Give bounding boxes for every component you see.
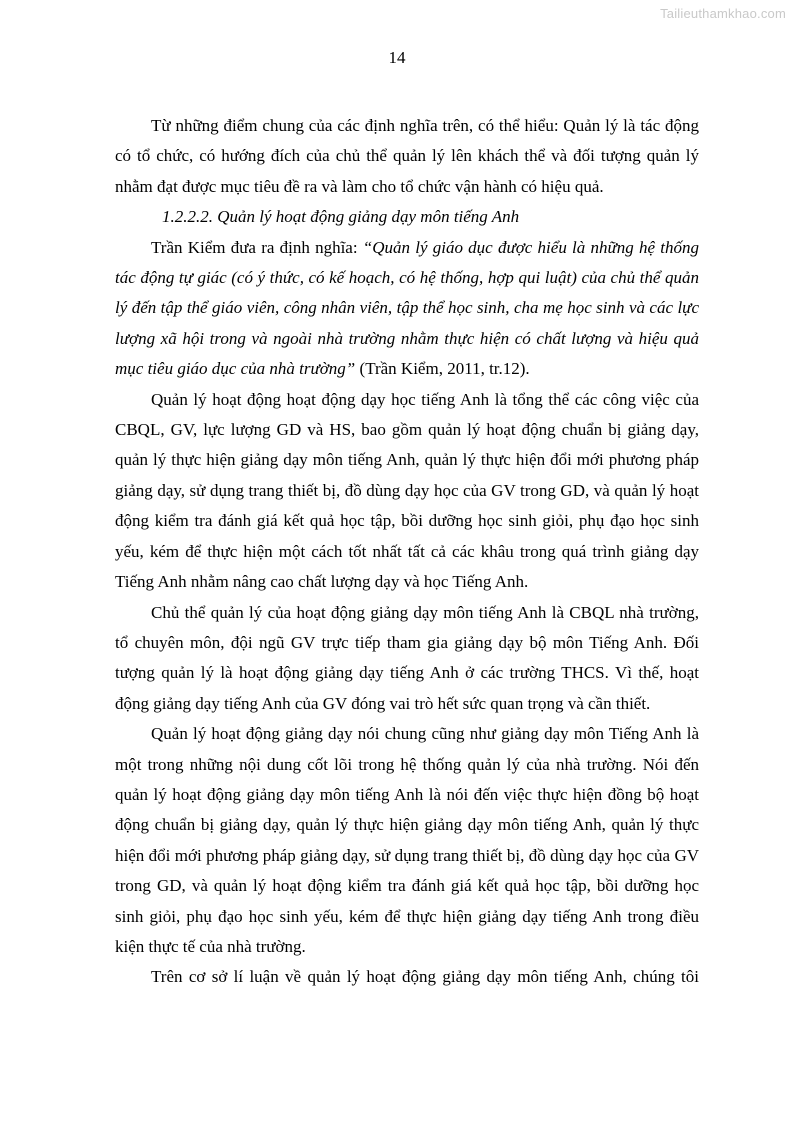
paragraph-management-subject: Chủ thể quản lý của hoạt động giảng dạy môn tiếng Anh là CBQL nhà trường, tổ chuyên môn, đội ngũ GV trực tiếp tham gia giảng dạy bộ môn Tiếng Anh. Đối tượng quản lý là hoạt động giảng dạy tiếng Anh ở các trường THCS. Vì thế, hoạt động giảng dạy tiếng Anh của GV đóng vai trò hết sức quan trọng và cần thiết. xyxy=(115,602,699,713)
paragraph-management-definition: Từ những điểm chung của các định nghĩa trên, có thể hiểu: Quản lý là tác động có tổ chức, có hướng đích của chủ thể quản lý lên khách thể và đối tượng quản lý nhằm đạt được mục tiêu đề ra và làm cho tổ chức vận hành có hiệu quả. xyxy=(115,116,699,196)
paragraph-core-content: Quản lý hoạt động giảng dạy nói chung cũng như giảng dạy môn Tiếng Anh là một trong những nội dung cốt lõi trong hệ thống quản lý của nhà trường. Nói đến quản lý hoạt động giảng dạy môn tiếng Anh là nói đến việc thực hiện đồng bộ hoạt động chuẩn bị giảng dạy, quản lý thực hiện giảng dạy môn tiếng Anh, quản lý thực hiện đổi mới phương pháp giảng dạy, sử dụng trang thiết bị, đồ dùng dạy học của GV trong GD, và quản lý hoạt động kiểm tra đánh giá kết quả học tập, bồi dưỡng học sinh giỏi, phụ đạo học sinh yếu, kém để thực hiện giảng dạy tiếng Anh trong điều kiện thực tế của nhà trường. xyxy=(115,724,699,956)
citation: (Trần Kiểm, 2011, tr.12). xyxy=(355,359,530,379)
paragraph-teaching-management: Quản lý hoạt động hoạt động dạy học tiếng Anh là tổng thể các công việc của CBQL, GV, lực lượng GD và HS, bao gồm quản lý hoạt động chuẩn bị giảng dạy, quản lý thực hiện giảng dạy môn tiếng Anh, quản lý thực hiện đổi mới phương pháp giảng dạy, sử dụng trang thiết bị, đồ dùng dạy học của GV trong GD, và quản lý hoạt động kiểm tra đánh giá kết quả học tập, bồi dưỡng học sinh giỏi, phụ đạo học sinh yếu, kém để thực hiện một cách tốt nhất tất cả các khâu trong quá trình giảng dạy Tiếng Anh nhằm nâng cao chất lượng dạy và học Tiếng Anh. xyxy=(115,389,699,592)
watermark-text: Tailieuthamkhao.com xyxy=(660,6,786,21)
paragraph-tran-kiem-definition xyxy=(115,233,699,385)
definition-quote: “Quản lý giáo dục được hiểu là những hệ thống tác động tự giác (có ý thức, có kế hoạch, có hệ thống, hợp qui luật) của chủ thể quản lý đến tập thể giáo viên, công nhân viên, tập thể học sinh, cha mẹ học sinh và các lực lượng xã hội trong và ngoài nhà trường nhằm thực hiện có chất lượng và hiệu quả mục tiêu giáo dục của nhà trường” xyxy=(115,237,699,379)
document-body xyxy=(115,111,699,993)
paragraph-conclusion-start: Trên cơ sở lí luận về quản lý hoạt động giảng dạy môn tiếng Anh, chúng tôi xyxy=(151,967,699,987)
section-heading: 1.2.2.2. Quản lý hoạt động giảng dạy môn tiếng Anh xyxy=(162,207,520,227)
quote-lead: Trần Kiểm đưa ra định nghĩa: xyxy=(151,237,363,257)
page-number: 14 xyxy=(388,48,406,67)
